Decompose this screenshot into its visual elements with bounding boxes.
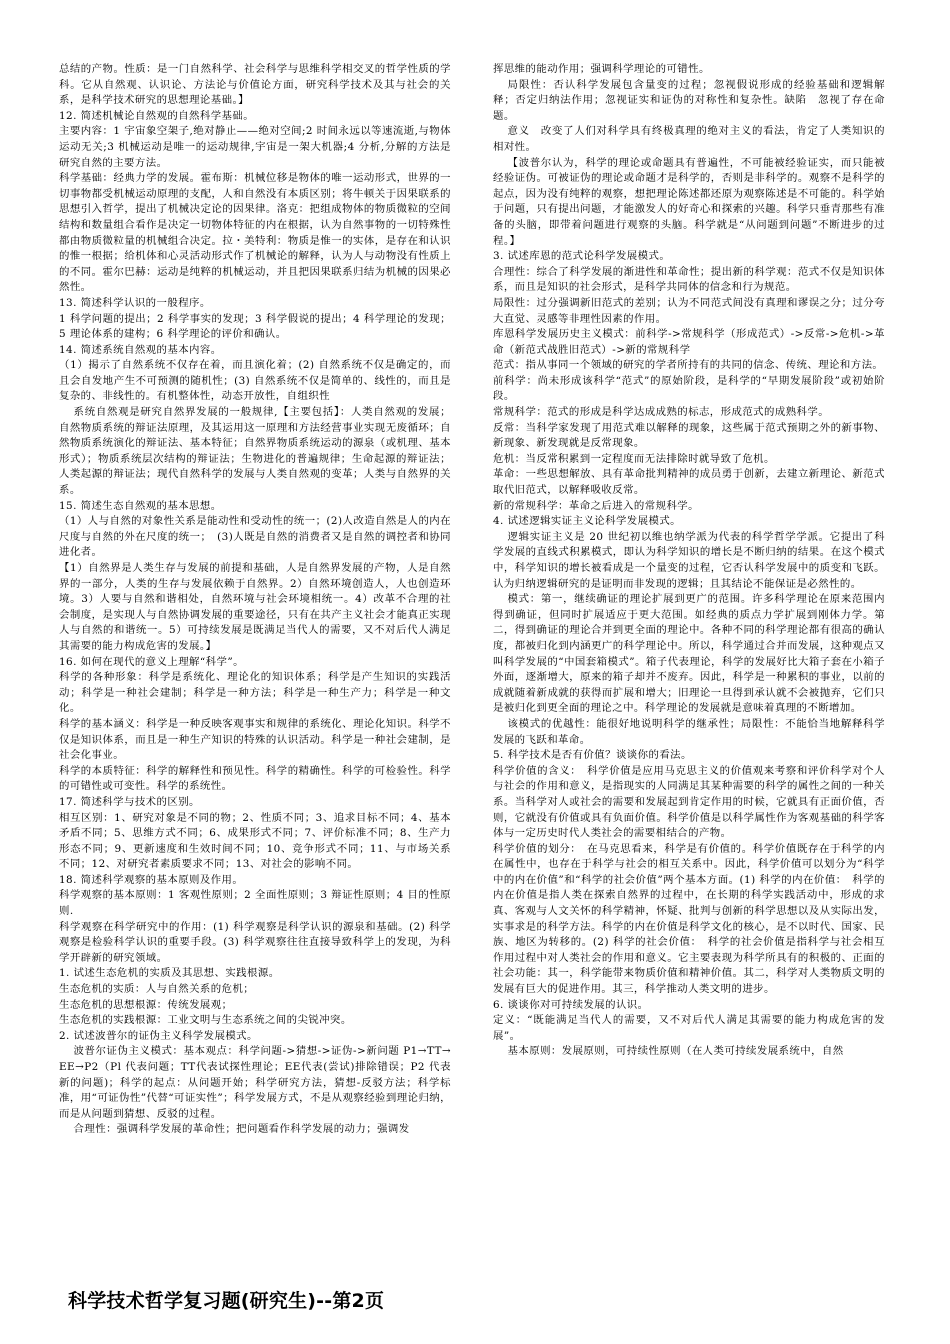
paragraph: 17. 简述科学与技术的区别。 — [59, 795, 200, 808]
paragraph: 5. 科学技术是否有价值？谈谈你的看法。 — [493, 749, 692, 762]
paragraph: 科学的各种形象：科学是系统化、理论化的知识体系；科学是产生知识的实践活动；科学是一种社会建制；科学是一种方法；科学是一种生产力；科学是一种文化。 — [59, 671, 451, 715]
paragraph: 革命：一些思想解放、具有革命批判精神的成员勇于创新，去建立新理论、新范式取代旧范式，以解释吸收反常。 — [493, 468, 885, 497]
paragraph: 常规科学：范式的形成是科学达成成熟的标志，形成范式的成熟科学。 — [493, 406, 830, 419]
paragraph: 科学价值的划分： 在马克思看来，科学是有价值的。科学价值既存在于科学的内在属性中，也存在于科学与社会的相互关系中。因此，科学价值可以划分为“科学中的内在价值”和“科学的社会价值”两个基本方面。(1) 科学的内在价值： 科学的内在价值是指人类在探索自然界的过程中，在长期的科学实践活动中，形成的求真、客观与人文关怀的科学精神，怀疑、批判与创新的科学思想以及从实际出发，实事求是的科学方法。科学的内在价值是科学文化的核心，是不以时代、国家、民族、地区为转移的。(2) 科学的社会价值： 科学的社会价值是指科学与社会相互作用过程中对人类社会的作用和意义。它主要表现为科学所具有的积极的、正面的社会功能：其一，科学能带来物质价值和精神价值。其二，科学对人类物质文明的发展有巨大的促进作用。其三，科学推动人类文明的进步。 — [493, 842, 885, 996]
paragraph: 合理性：综合了科学发展的渐进性和革命性；提出新的科学观：范式不仅是知识体系，而且是知识的社会形式，是科学共同体的信念和行为规范。 — [493, 265, 885, 294]
paragraph: 库恩科学发展历史主义模式：前科学->常规科学（形成范式）->反常->危机->革命（新范式战胜旧范式）->新的常规科学 — [493, 328, 885, 356]
paragraph: 科学的本质特征：科学的解释性和预见性。科学的精确性。科学的可检验性。科学的可错性或可变性。科学的系统性。 — [59, 764, 451, 793]
paragraph: 危机：当反常积累到一定程度而无法排除时就导致了危机。 — [493, 452, 775, 465]
paragraph: 科学价值的含义： 科学价值是应用马克思主义的价值观来考察和评价科学对个人与社会的作用和意义，是指现实的人同满足其某种需要的科学的属性之间的一种关系。当科学对人或社会的需要和发展起到肯定作用的时候，它就具有正面价值，否则，它就没有价值或具有负面价值。科学价值是以科学属性作为客观基础的科学客体与一定历史时代人类社会的需要相结合的产物。 — [493, 764, 885, 840]
paragraph: 系统自然观是研究自然界发展的一般规律,【主要包括】：人类自然观的发展；自然物质系统的辩证法原理，及其运用这一原理和方法经营事业实现无废循环；自然物质系统演化的辩证法、基本特征；自然界物质系统运动的源泉（或机理、基本形式）；物质系统层次结构的辩证法；生物进化的普遍规律；生命起源的辩证法；人类起源的辩证法；现代自然科学的发展与人类自然观的变革；人类与自然界的关系。 — [59, 406, 451, 497]
paragraph: 【1）自然界是人类生存与发展的前提和基础，人是自然界发展的产物，人是自然界的一部分，人类的生存与发展依赖于自然界。2）自然环境创造人，人也创造环境。3）人要与自然和谐相处，自然环境与社会环境相统一。4）改革不合理的社会制度，是实现人与自然协调发展的重要途径，只有在共产主义社会才能真正实现人与自然的和谐统一。5）可持续发展是既满足当代人的需要，又不对后代人满足其需要的能力构成危害的发展。】 — [59, 562, 451, 652]
paragraph: 1. 试述生态危机的实质及其思想、实践根源。 — [59, 967, 280, 980]
paragraph: 逻辑实证主义是 20 世纪初以维也纳学派为代表的科学哲学学派。它提出了科学发展的直线式积累模式，即认为科学知识的增长是不断归纳的结果。在这个模式中，科学知识的增长被看成是一个量变的过程，它否认科学发展中的质变和飞跃。认为归纳逻辑研究的是证明而非发现的逻辑；且其结论不能保证是必然性的。 — [493, 530, 885, 590]
paragraph: 局限性：过分强调新旧范式的差别；认为不同范式间没有真理和谬误之分；过分夸大直觉、灵感等非理性因素的作用。 — [493, 296, 885, 325]
paragraph: 【波普尔认为，科学的理论或命题具有普遍性，不可能被经验证实，而只能被经验证伪。可被证伪的理论或命题才是科学的，否则是非科学的。观察不是科学的起点，因为没有纯粹的观察，想把理论陈述都还原为观察陈述是不可能的。科学始于问题，只有提出问题，才能激发人的好奇心和探索的兴趣。科学只垂青那些有准备的头脑，即带着问题进行观察的头脑。科学就是“从问题到问题”不断进步的过程。】 — [493, 156, 885, 247]
paragraph: 16. 如何在现代的意义上理解“科学”。 — [59, 655, 244, 668]
paragraph: 13. 简述科学认识的一般程序。 — [59, 296, 211, 309]
paragraph: 定义：“既能满足当代人的需要，又不对后代人满足其需要的能力构成危害的发展”。 — [493, 1014, 885, 1042]
paragraph: 相互区别：1、研究对象是不同的物；2、性质不同；3、追求目标不同；4、基本矛盾不同；5、思维方式不同；6、成果形式不同；7、评价标准不同；8、生产力形态不同；9、更新速度和生效时间不同；10、竞争形式不同；11、与市场关系不同；12、对研究者素质要求不同；13、对社会的影响不同。 — [59, 811, 451, 871]
paragraph: 意义 改变了人们对科学具有终极真理的绝对主义的看法，肯定了人类知识的相对性。 — [493, 125, 885, 153]
paragraph: 14. 简述系统自然观的基本内容。 — [59, 343, 222, 356]
paragraph: 挥思维的能动作用；强调科学理论的可错性。 — [493, 63, 710, 75]
paragraph: 主要内容：1 宇宙象空架子,绝对静止——绝对空间;2 时间永远以等速流逝,与物体运动无关;3 机械运动是唯一的运动规律,宇宙是一架大机器;4 分析,分解的方法是研究自然的主要方法。 — [59, 125, 451, 169]
paragraph: 6. 谈谈你对可持续发展的认识。 — [493, 998, 649, 1011]
paragraph: 科学的基本涵义：科学是一种反映客观事实和规律的系统化、理论化知识。科学不仅是知识体系，而且是一种生产知识的特殊的认识活动。科学是一种社会建制，是社会化事业。 — [59, 717, 451, 762]
paragraph: 生态危机的思想根源：传统发展观； — [59, 998, 233, 1011]
paragraph: 局限性：否认科学发展包含量变的过程；忽视假说形成的经验基础和逻辑解释；否定归纳法作用；忽视证实和证伪的对称性和复杂性。缺陷 忽视了存在命题。 — [493, 78, 885, 122]
paragraph: 15. 简述生态自然观的基本思想。 — [59, 499, 222, 512]
paragraph: 波普尔证伪主义模式：基本观点：科学问题->猜想->证伪->新问题 P1→TT→EE→P2（Pl 代表问题；TT代表试探性理论；EE代表(尝试)排除错误；P2 代表新的问题)；科学的起点：从问题开始；科学研究方法，猜想-反驳方法；科学标准，用“可证伪性”代替“可证实性”；科学发展方式，不是从观察经验到理论归纳，而是从问题到猜想、反驳的过程。 — [59, 1045, 451, 1120]
paragraph: 生态危机的实践根源：工业文明与生态系统之间的尖锐冲突。 — [59, 1014, 352, 1027]
paragraph: 新的常规科学：革命之后进入的常规科学。 — [493, 499, 699, 512]
page-footer: 科学技术哲学复习题(研究生)--第2页 — [68, 1290, 385, 1312]
paragraph: 1 科学问题的提出；2 科学事实的发现；3 科学假说的提出；4 科学理论的发现；5 理论体系的建构；6 科学理论的评价和确认。 — [59, 312, 451, 341]
paragraph: （1）揭示了自然系统不仅存在着，而且演化着；(2) 自然系统不仅是确定的，而且会自发地产生不可预测的随机性；(3) 自然系统不仅是简单的、线性的，而且是复杂的、非线性的。有机整体性，动态开放性，自组织性 — [59, 359, 451, 403]
paragraph: 合理性：强调科学发展的革命性；把问题看作科学发展的动力；强调发 — [73, 1123, 410, 1136]
paragraph: 科学观察的基本原则：1 客观性原则；2 全面性原则；3 辩证性原则；4 目的性原则. — [59, 889, 451, 918]
paragraph: 18. 简述科学观察的基本原则及作用。 — [59, 873, 244, 886]
paragraph: 模式：第一，继续确证的理论扩展到更广的范围。许多科学理论在原来范围内得到确证，但同时扩展适应于更大范围。如经典的质点力学扩展到刚体力学。第二，得到确证的理论合并到更全面的理论中。各种不同的科学理论都有很高的确认度，都被归化到内涵更广的科学理论中。所以，科学通过合并而发展，这种观点又叫科学发展的“中国套箱模式”。箱子代表理论，科学的发展好比大箱子套在小箱子外面，逐渐增大，原来的箱子却并不废弃。因此，科学是一种累积的事业，以前的成就随着新成就的获得而扩展和增大；旧理论一旦得到承认就不会被抛弃，它们只是被归化到更全面的理论之中。科学理论的发展就是意味着真理的不断增加。 — [493, 593, 885, 715]
paragraph: （1）人与自然的对象性关系是能动性和受动性的统一；(2)人改造自然是人的内在尺度与自然的外在尺度的统一； (3)人既是自然的消费者又是自然的调控者和协同进化者。 — [59, 515, 451, 559]
paragraph: 2. 试述波普尔的证伪主义科学发展模式。 — [59, 1029, 258, 1042]
paragraph: 12. 简述机械论自然观的自然科学基础。 — [59, 109, 255, 122]
paragraph: 基本原则：发展原则，可持续性原则（在人类可持续发展系统中，自然 — [507, 1045, 844, 1058]
right-text-column — [493, 62, 885, 1060]
paragraph: 前科学：尚未形成该科学“范式”的原始阶段，是科学的“早期发展阶段”或初始阶段。 — [493, 374, 885, 403]
paragraph: 反常：当科学家发现了用范式难以解释的现象，这些属于范式预期之外的新事物、新现象、新发现就是反常现象。 — [493, 421, 885, 450]
paragraph: 范式：指从事同一个领域的研究的学者所持有的共同的信念、传统、理论和方法。 — [493, 359, 884, 372]
paragraph: 4. 试述逻辑实证主义论科学发展模式。 — [493, 515, 682, 528]
paragraph: 总结的产物。性质：是一门自然科学、社会科学与思维科学相交叉的哲学性质的学科。它从自然观、认识论、方法论与价值论方面，研究科学技术及其与社会的关系，是科学技术研究的思想理论基础。】 — [59, 63, 451, 107]
left-text-column — [59, 62, 451, 1138]
paragraph: 生态危机的实质：人与自然关系的危机； — [59, 983, 255, 996]
paragraph: 科学基础：经典力学的发展。霍布斯：机械位移是物体的唯一运动形式，世界的一切事物都受机械运动原理的支配，人和自然没有本质区别；将牛顿关于因果联系的思想引入哲学，提出了机械决定论的因果律。洛克：把组成物体的物质微粒的空间结构和数量组合看作是决定一切物体特征的内在根据，认为自然事物的一切特殊性都由物质微粒量的机械组合决定。拉・美特利：物质是惟一的实体，是存在和认识的惟一根据；给机体和心灵活动形式作了机械论的解释，认为人与动物没有性质上的不同。霍尔巴赫：运动是纯粹的机械运动，并且把因果联系归结为机械的因果必然性。 — [59, 172, 451, 294]
paragraph: 科学观察在科学研究中的作用：(1) 科学观察是科学认识的源泉和基础。(2) 科学观察是检验科学认识的重要手段。(3) 科学观察往往直接导致科学上的发现，为科学开辟新的研究领域。 — [59, 920, 451, 964]
paragraph: 3. 试述库恩的范式论科学发展模式。 — [493, 250, 671, 263]
paragraph: 该模式的优越性：能很好地说明科学的继承性；局限性：不能恰当地解释科学发展的飞跃和革命。 — [493, 717, 885, 746]
